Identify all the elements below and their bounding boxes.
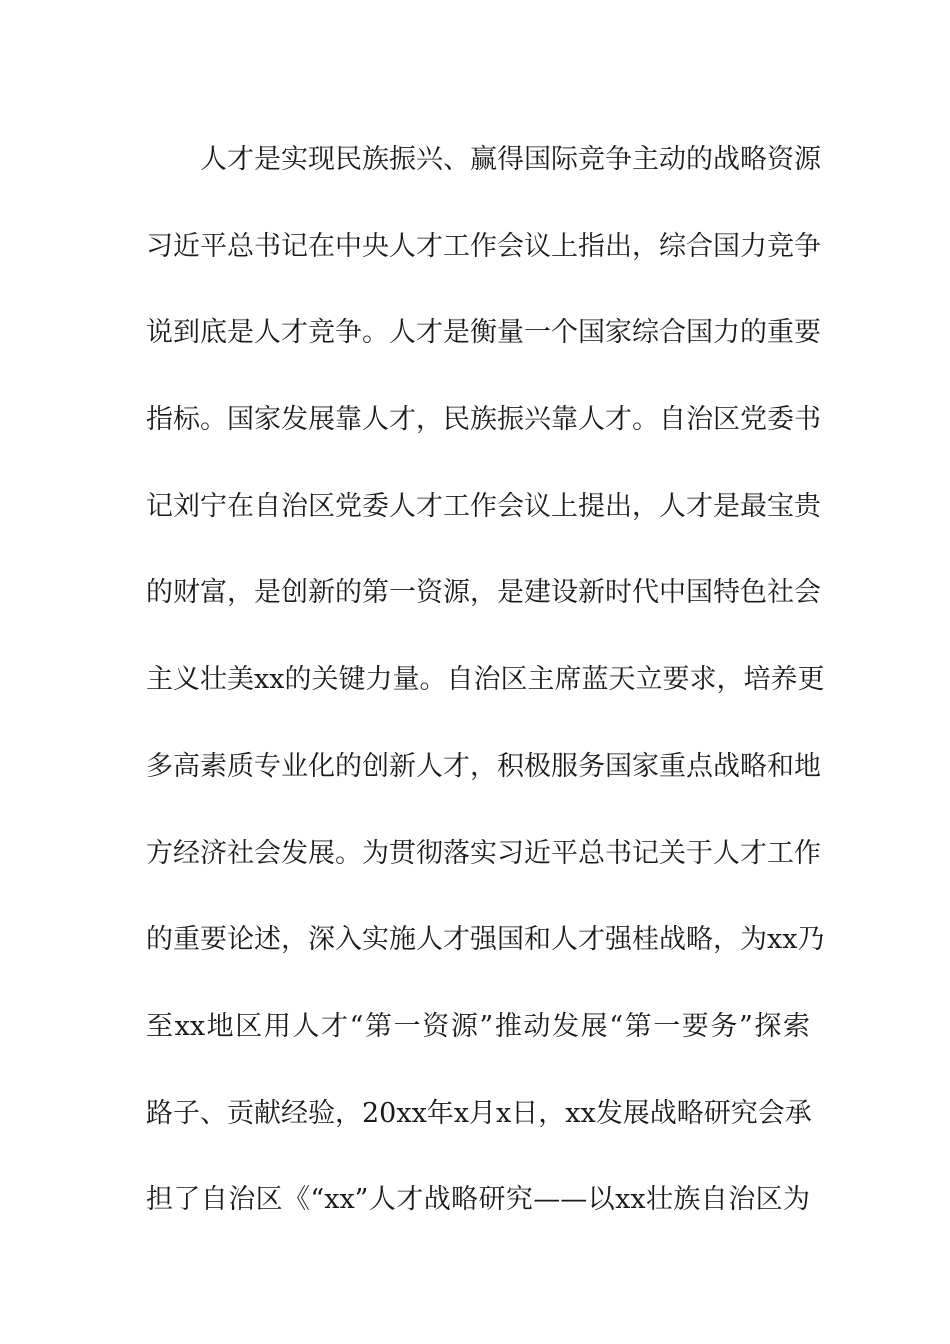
paragraph-line: 路子、贡献经验，20xx年x月x日，xx发展战略研究会承 xyxy=(146,1097,812,1129)
paragraph-line: 至xx地区用人才“第一资源”推动发展“第一要务”探索 xyxy=(146,1010,810,1042)
paragraph-line: 主义壮美xx的关键力量。自治区主席蓝天立要求，培养更 xyxy=(146,664,825,696)
paragraph-line: 记刘宁在自治区党委人才工作会议上提出，人才是最宝贵 xyxy=(146,490,821,522)
paragraph-line: 的重要论述，深入实施人才强国和人才强桂战略，为xx乃 xyxy=(146,924,825,956)
paragraph-line: 习近平总书记在中央人才工作会议上指出，综合国力竞争 xyxy=(146,230,821,262)
paragraph-line: 多高素质专业化的创新人才，积极服务国家重点战略和地 xyxy=(146,750,821,782)
paragraph-line: 指标。国家发展靠人才，民族振兴靠人才。自治区党委书 xyxy=(146,404,821,436)
paragraph-line: 说到底是人才竞争。人才是衡量一个国家综合国力的重要 xyxy=(146,317,821,349)
paragraph-line: 的财富，是创新的第一资源，是建设新时代中国特色社会 xyxy=(146,577,821,609)
paragraph-line: 担了自治区《“xx”人才战略研究——以xx壮族自治区为 xyxy=(146,1184,810,1216)
body-paragraph xyxy=(146,134,825,1261)
paragraph-line: 方经济社会发展。为贯彻落实习近平总书记关于人才工作 xyxy=(146,837,821,869)
paragraph-line: 人才是实现民族振兴、赢得国际竞争主动的战略资源 xyxy=(200,144,821,175)
